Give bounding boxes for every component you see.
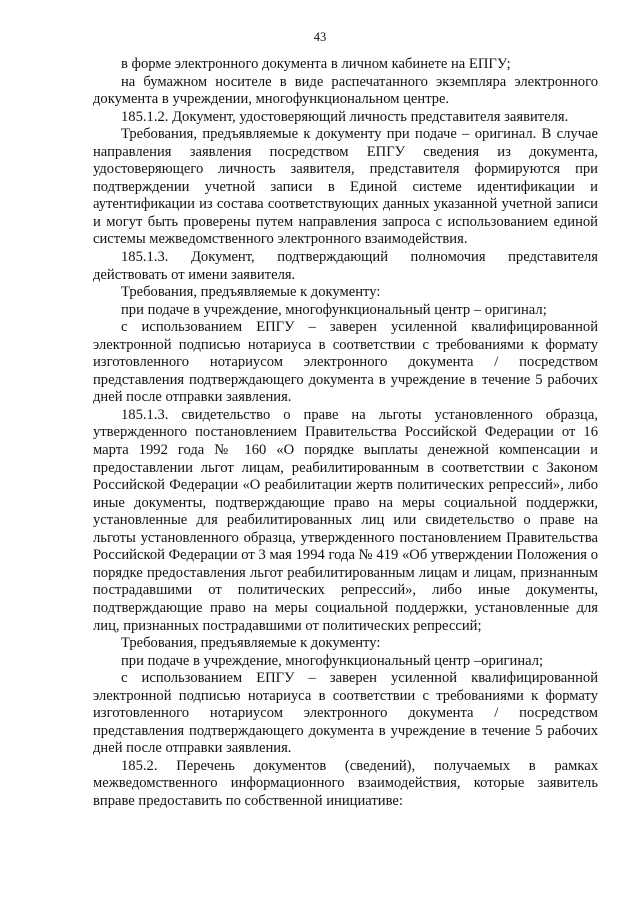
paragraph: Требования, предъявляемые к документу: <box>121 284 381 301</box>
paragraph: с использованием ЕПГУ – заверен усиленной квалифицированной электронной подписью нотариуса в соответствии с требованиями к формату изготовленного нотариусом электронного документа / посредством представления подтверждающего документа в учреждение в течение 5 рабочих дней после отправки заявления. <box>93 670 598 757</box>
paragraph: с использованием ЕПГУ – заверен усиленной квалифицированной электронной подписью нотариуса в соответствии с требованиями к формату изготовленного нотариусом электронного документа / посредством представления подтверждающего документа в учреждение в течение 5 рабочих дней после отправки заявления. <box>93 319 598 406</box>
paragraph: Требования, предъявляемые к документу: <box>121 635 381 652</box>
paragraph: при подаче в учреждение, многофункциональный центр –оригинал; <box>121 652 544 669</box>
paragraph: на бумажном носителе в виде распечатанного экземпляра электронного документа в учреждении, многофункциональном центре. <box>93 73 598 108</box>
paragraph: 185.1.3. свидетельство о праве на льготы установленного образца, утвержденного постановлением Правительства Российской Федерации от 16 марта 1992 года № 160 «О порядке выплаты денежной компенсации и предоставлении льгот лицам, реабилитированным в соответствии с Законом Российской Федерации «О реабилитации жертв политических репрессий», либо иные документы, подтверждающие право на меры социальной поддержки, установленные для реабилитированных лиц или свидетельство о праве на льготы установленного образца, утвержденного постановлением Правительства Российской Федерации от 3 мая 1994 года № 419 «Об утверждении Положения о порядке предоставления льгот реабилитированным лицам и лицам, признанным пострадавшими от политических репрессий», либо иные документы, подтверждающие право на меры социальной поддержки, установленные для лиц, признанных пострадавшими от политических репрессий; <box>93 406 598 634</box>
document-body <box>93 56 598 811</box>
paragraph: 185.2. Перечень документов (сведений), получаемых в рамках межведомственного информационного взаимодействия, которые заявитель вправе предоставить по собственной инициативе: <box>93 757 598 809</box>
paragraph: 185.1.2. Документ, удостоверяющий личность представителя заявителя. <box>121 108 569 125</box>
paragraph: в форме электронного документа в личном кабинете на ЕПГУ; <box>121 56 511 72</box>
page-number: 43 <box>313 30 327 44</box>
paragraph: 185.1.3. Документ, подтверждающий полномочия представителя действовать от имени заявителя. <box>93 249 598 283</box>
paragraph: Требования, предъявляемые к документу при подаче – оригинал. В случае направления заявления посредством ЕПГУ сведения из документа, удостоверяющего личность заявителя, представителя формируются при подтверждении учетной записи в Единой системе идентификации и аутентификации из состава соответствующих данных указанной учетной записи и могут быть проверены путем направления запроса с использованием единой системы межведомственного электронного взаимодействия. <box>93 126 598 248</box>
paragraph: при подаче в учреждение, многофункциональный центр – оригинал; <box>121 301 547 318</box>
